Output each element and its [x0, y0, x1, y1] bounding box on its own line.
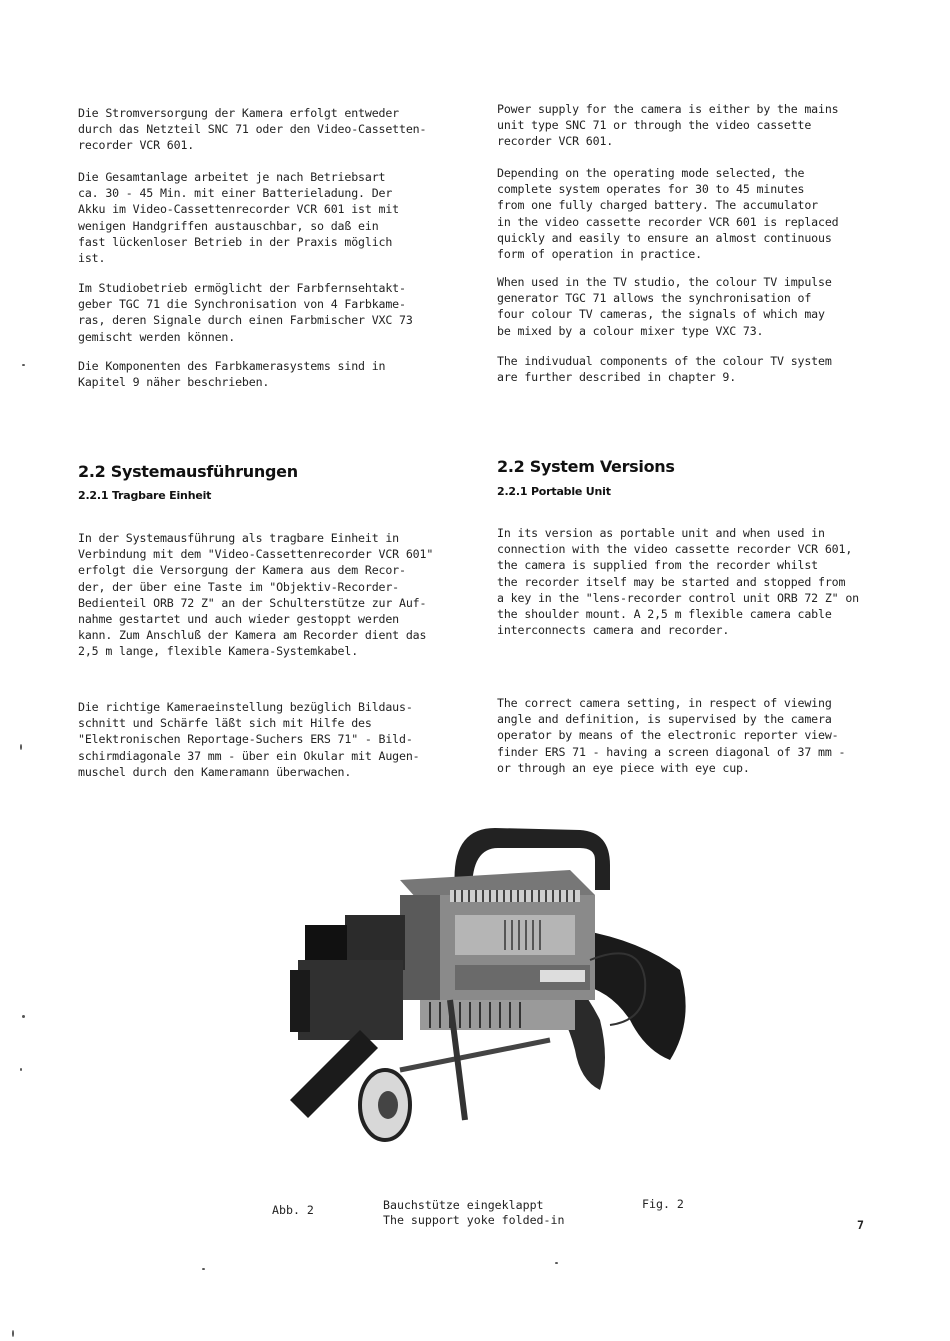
- english-subsection-title: 2.2.1 Portable Unit: [497, 485, 611, 498]
- german-paragraph-5: In der Systemausführung als tragbare Einheit in Verbindung mit dem "Video-Cassettenrecorder VCR 601" erfolgt die Versorgung der Kamera aus dem Recor- der, der über eine Taste im "Objektiv-Recorder- Bedienteil ORB 72 Z" an der Schulterstütze zur Auf- nahme gestartet und auch wieder gestoppt werden kann. Zum Anschluß der Kamera am Recorder dient das 2,5 m lange, flexible Kamera-Systemkabel.: [78, 531, 434, 659]
- german-paragraph-1: Die Stromversorgung der Kamera erfolgt entweder durch das Netzteil SNC 71 oder den Video-Cassetten- recorder VCR 601.: [78, 106, 427, 153]
- german-subsection-title: 2.2.1 Tragbare Einheit: [78, 489, 212, 502]
- video-camera-photo: [250, 820, 710, 1170]
- scan-speck: [12, 1330, 14, 1337]
- figure-label-english: Fig. 2: [642, 1197, 684, 1211]
- english-paragraph-5: In its version as portable unit and when used in connection with the video cassette recorder VCR 601, the camera is supplied from the recorder whilst the recorder itself may be started and stopped from a key in the "lens-recorder control unit ORB 72 Z" on the shoulder mount. A 2,5 m flexible camera cable interconnects camera and recorder.: [497, 526, 859, 638]
- figure-label-german: Abb. 2: [272, 1203, 314, 1217]
- german-paragraph-4: Die Komponenten des Farbkamerasystems sind in Kapitel 9 näher beschrieben.: [78, 359, 386, 390]
- german-paragraph-3: Im Studiobetrieb ermöglicht der Farbfernsehtakt- geber TGC 71 die Synchronisation von 4 Farbkame- ras, deren Signale durch einen Farbmischer VXC 73 gemischt werden können.: [78, 281, 413, 344]
- scan-speck: [22, 1015, 25, 1018]
- page-number: 7: [857, 1218, 864, 1232]
- scan-speck: [202, 1268, 205, 1270]
- english-paragraph-1: Power supply for the camera is either by the mains unit type SNC 71 or through the video cassette recorder VCR 601.: [497, 102, 839, 149]
- scan-speck: [20, 1068, 22, 1071]
- figure-caption: Bauchstütze eingeklappt The support yoke folded-in: [383, 1198, 565, 1227]
- english-paragraph-4: The indivudual components of the colour TV system are further described in chapter 9.: [497, 354, 832, 385]
- english-paragraph-3: When used in the TV studio, the colour TV impulse generator TGC 71 allows the synchronisation of four colour TV cameras, the signals of which may be mixed by a colour mixer type VXC 73.: [497, 275, 832, 338]
- german-paragraph-6: Die richtige Kameraeinstellung bezüglich Bildaus- schnitt und Schärfe läßt sich mit Hilfe des "Elektronischen Reportage-Suchers ERS 71" - Bild- schirmdiagonale 37 mm - über ein Okular mit Augen- muschel durch den Kameramann überwachen.: [78, 700, 420, 779]
- scan-speck: [555, 1262, 558, 1264]
- german-section-title: 2.2 Systemausführungen: [78, 462, 298, 481]
- scan-speck: [22, 364, 25, 366]
- english-paragraph-2: Depending on the operating mode selected, the complete system operates for 30 to 45 minutes from one fully charged battery. The accumulator in the video cassette recorder VCR 601 is replaced quickly and easily to ensure an almost continuous form of operation in practice.: [497, 166, 839, 262]
- german-paragraph-2: Die Gesamtanlage arbeitet je nach Betriebsart ca. 30 - 45 Min. mit einer Batterieladung. Der Akku im Video-Cassettenrecorder VCR 601 ist mit wenigen Handgriffen austauschbar, so daß ein fast lückenloser Betrieb in der Praxis möglich ist.: [78, 170, 400, 266]
- scan-speck: [20, 744, 22, 750]
- english-paragraph-6: The correct camera setting, in respect of viewing angle and definition, is supervised by the camera operator by means of the electronic reporter view- finder ERS 71 - having a screen diagonal of 37 mm - or through an eye piece with eye cup.: [497, 696, 846, 775]
- english-section-title: 2.2 System Versions: [497, 457, 675, 476]
